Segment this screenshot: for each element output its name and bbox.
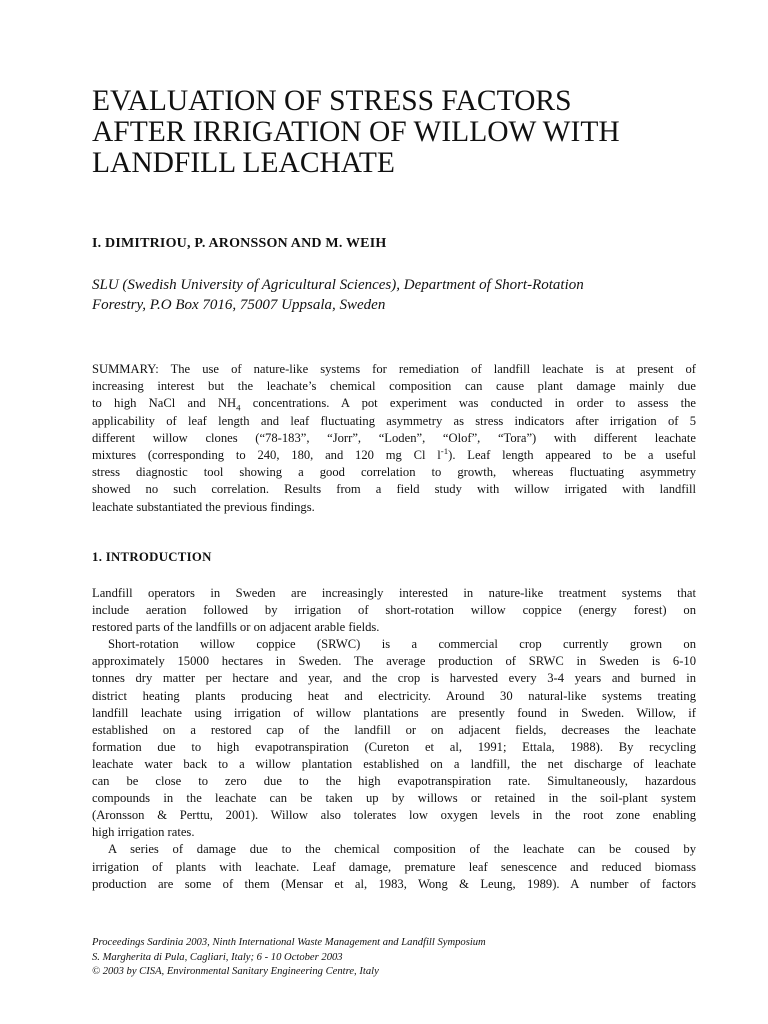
authors: I. DIMITRIOU, P. ARONSSON AND M. WEIH <box>92 236 387 251</box>
body-line: tonnes dry matter per hectare and year, and the crop is harvested every 3-4 years and burned in <box>92 671 696 686</box>
footer-line-2: S. Margherita di Pula, Cagliari, Italy; 6 - 10 October 2003 <box>92 951 343 963</box>
body-line: irrigation of plants with leachate. Leaf damage, premature leaf senescence and reduced biomass <box>92 859 696 874</box>
title-line-3: LANDFILL LEACHATE <box>92 147 395 179</box>
summary-text: to high NaCl and NH <box>92 396 237 411</box>
summary-line <box>92 447 696 464</box>
section-heading-introduction: 1. INTRODUCTION <box>92 550 212 564</box>
body-line: restored parts of the landfills or on adjacent arable fields. <box>92 620 380 635</box>
affiliation-line-1: SLU (Swedish University of Agricultural Sciences), Department of Short-Rotation <box>92 277 584 293</box>
proceedings-footer <box>92 936 696 980</box>
body-line: include aeration followed by irrigation of short-rotation willow coppice (energy forest) on <box>92 603 696 618</box>
summary-line: showed no such correlation. Results from a field study with willow irrigated with landfill <box>92 482 696 497</box>
body-line: Landfill operators in Sweden are increasingly interested in nature-like treatment systems that <box>92 586 696 600</box>
title-line-1: EVALUATION OF STRESS FACTORS <box>92 85 572 117</box>
summary-text: ). Leaf length appeared to be a useful <box>448 448 696 463</box>
body-line: leachate water back to a willow plantation established on a landfill, the net discharge of leachate <box>92 756 696 771</box>
body-line: can be close to zero due to the high evapotranspiration rate. Simultaneously, hazardous <box>92 774 696 789</box>
body-line: production are some of them (Mensar et al, 1983, Wong & Leung, 1989). A number of factors <box>92 876 696 891</box>
body-line: formation due to high evapotranspiration (Cureton et al, 1991; Ettala, 1988). By recycling <box>92 739 696 754</box>
paper-title <box>92 86 696 179</box>
summary-line: SUMMARY: The use of nature-like systems for remediation of landfill leachate is at present of <box>92 362 696 376</box>
summary-line: applicability of leaf length and leaf fluctuating asymmetry as stress indicators after irrigation of 5 <box>92 413 696 428</box>
affiliation <box>92 275 696 315</box>
introduction-body <box>92 585 696 893</box>
summary-line: different willow clones (“78-183”, “Jorr”, “Loden”, “Olof”, “Tora”) with different leachate <box>92 430 696 445</box>
body-line: approximately 15000 hectares in Sweden. The average production of SRWC in Sweden is 6-10 <box>92 654 696 669</box>
summary-abstract <box>92 361 696 516</box>
title-line-2: AFTER IRRIGATION OF WILLOW WITH <box>92 116 620 148</box>
affiliation-line-2: Forestry, P.O Box 7016, 75007 Uppsala, Sweden <box>92 297 386 313</box>
body-line: Short-rotation willow coppice (SRWC) is a commercial crop currently grown on <box>108 637 696 652</box>
summary-line: leachate substantiated the previous findings. <box>92 499 315 514</box>
body-line: established on a restored cap of the landfill or on adjacent fields, decreases the leachate <box>92 722 696 737</box>
summary-line: increasing interest but the leachate’s chemical composition can cause plant damage mainly due <box>92 379 696 394</box>
body-line: compounds in the leachate can be taken up by willows or retained in the soil-plant system <box>92 791 696 806</box>
body-line: district heating plants producing heat and electricity. Around 30 natural-like systems treating <box>92 688 696 703</box>
body-line: high irrigation rates. <box>92 825 195 840</box>
summary-line: stress diagnostic tool showing a good correlation to growth, whereas fluctuating asymmetry <box>92 465 696 480</box>
summary-text: concentrations. A pot experiment was conducted in order to assess the <box>240 396 696 411</box>
summary-line <box>92 395 696 412</box>
footer-line-3: © 2003 by CISA, Environmental Sanitary Engineering Centre, Italy <box>92 966 379 977</box>
summary-text: mixtures (corresponding to 240, 180, and 120 mg Cl l <box>92 448 441 463</box>
body-line: landfill leachate using irrigation of willow plantations are presently found in Sweden. Willow, if <box>92 705 696 720</box>
body-line: (Aronsson & Perttu, 2001). Willow also tolerates low oxygen levels in the root zone enabling <box>92 808 696 823</box>
footer-line-1: Proceedings Sardinia 2003, Ninth International Waste Management and Landfill Symposium <box>92 937 486 948</box>
superscript: -1 <box>440 445 449 456</box>
subscript: 4 <box>236 402 241 413</box>
body-line: A series of damage due to the chemical composition of the leachate can be coused by <box>108 842 696 857</box>
